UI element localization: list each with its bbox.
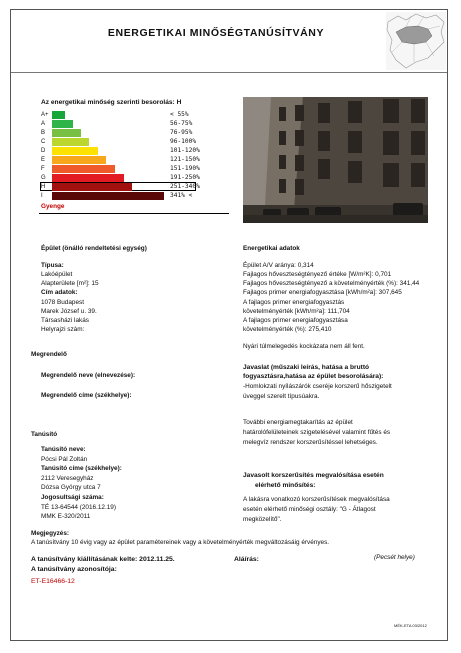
stamp-placeholder: (Pecsét helye) xyxy=(374,554,415,561)
class-bar xyxy=(52,156,106,164)
class-letter: E xyxy=(41,157,46,163)
notes-label: Megjegyzés: xyxy=(31,530,70,537)
class-bar xyxy=(52,129,81,137)
proposal-line: -Homlokzati nyílászárók cseréje korszerű hőszigetelt xyxy=(243,383,392,390)
client-address-label: Megrendelő címe (székhelye): xyxy=(41,392,132,399)
certifier-name: Pócsi Pál Zoltán xyxy=(41,456,88,463)
signature-label: Aláírás: xyxy=(234,556,259,563)
certifier-name-label: Tanúsító neve: xyxy=(41,446,86,453)
building-hrsz: Helyrajzi szám: xyxy=(41,326,85,333)
proposal-heading: Javaslat (műszaki leírás, hatása a bruttó xyxy=(243,364,370,371)
recommended-line: esetén elérhető minőségi osztály: "G - Átlagost xyxy=(243,506,376,513)
energy-heading: Energetikai adatok xyxy=(243,245,300,252)
rating-verdict: Gyenge xyxy=(41,203,65,210)
class-range: 96-100% xyxy=(170,138,197,145)
building-type-label: Típusa: xyxy=(41,262,64,269)
class-bar xyxy=(52,165,115,173)
form-code: MÉK-ETA 03/2012 xyxy=(394,623,427,628)
certificate-page xyxy=(10,9,448,641)
energy-heat-loss: Fajlagos hőveszteségtényező értéke [W/m²K]: 0,701 xyxy=(243,271,392,278)
certifier-heading: Tanúsító xyxy=(31,431,58,438)
energy-req-line: A fajlagos primer energiafogyasztás xyxy=(243,299,345,306)
class-range: 341% < xyxy=(170,192,193,199)
class-letter: D xyxy=(41,148,46,154)
class-bar xyxy=(52,120,73,128)
class-bar xyxy=(52,147,98,155)
proposal-heading: fogyasztásra,hatása az épület besorolására): xyxy=(243,373,384,380)
certifier-reg-line: MMK E-320/2011 xyxy=(41,513,91,520)
energy-pct-line: követelményérték (%): 275,410 xyxy=(243,326,332,333)
energy-summer: Nyári túlmelegedés kockázata nem áll fent. xyxy=(243,343,365,350)
rating-heading: Az energetikai minőség szerinti besorolás: H xyxy=(41,99,182,106)
proposal-line: üveggel szerelt típusúakra. xyxy=(243,393,320,400)
recommended-line: A lakásra vonatkozó korszerűsítések megvalósítása xyxy=(243,496,390,503)
class-range: 101-120% xyxy=(170,147,200,154)
building-photo xyxy=(243,97,428,223)
class-bar xyxy=(52,174,124,182)
class-letter: H xyxy=(41,184,46,190)
class-letter: G xyxy=(41,175,46,181)
energy-heat-loss-req: Fajlagos hőveszteségtényező a követelményérték (%): 341,44 xyxy=(243,280,420,287)
building-address-label: Cím adatok: xyxy=(41,289,78,296)
client-heading: Megrendelő xyxy=(31,351,67,358)
energy-pct-line: A fajlagos primer energiafogyasztása xyxy=(243,317,348,324)
class-range: 191-250% xyxy=(170,174,200,181)
recommended-heading: Javasolt korszerűsítés megvalósítása esetén xyxy=(243,472,384,479)
class-letter: F xyxy=(41,166,45,172)
recommended-heading: elérhető minősítés: xyxy=(255,482,316,489)
proposal-line: határolófelületeinek szigetelésével valamint fűtés és xyxy=(243,429,391,436)
header xyxy=(11,10,447,73)
class-range: 121-150% xyxy=(170,156,200,163)
divider xyxy=(39,213,229,214)
building-type-value: Lakóépület xyxy=(41,271,73,278)
notes-text: A tanúsítvány 10 évig vagy az épület paramétereinek vagy a követelményérték megváltozásáig érvényes. xyxy=(31,539,330,546)
class-range: 76-95% xyxy=(170,129,193,136)
building-area: Alapterülete [m²]: 15 xyxy=(41,280,99,287)
recommended-line: megközelítő". xyxy=(243,516,282,523)
energy-primary: Fajlagos primer energiafogyasztása [kWh/m²a]: 307,645 xyxy=(243,289,402,296)
building-address-line: Társasházi lakás xyxy=(41,317,89,324)
class-range: < 55% xyxy=(170,111,189,118)
certifier-reg-label: Jogosultsági száma: xyxy=(41,494,104,501)
class-letter: A+ xyxy=(41,112,49,118)
client-name-label: Megrendelő neve (elnevezése): xyxy=(41,372,136,379)
class-letter: B xyxy=(41,130,46,136)
energy-av: Épület A/V aránya: 0,314 xyxy=(243,262,314,269)
hungary-map-icon xyxy=(386,12,446,70)
energy-req-line: követelményérték [kWh/m²a]: 111,704 xyxy=(243,308,350,315)
proposal-line: További energiamegtakarítás az épület xyxy=(243,419,353,426)
class-letter: I xyxy=(41,193,43,199)
class-bar xyxy=(52,192,164,200)
class-range: 251-340% xyxy=(170,183,200,190)
building-address-line: 1078 Budapest xyxy=(41,299,84,306)
class-bar xyxy=(52,183,132,191)
certificate-id-label: A tanúsítvány azonosítója: xyxy=(31,566,117,573)
class-letter: C xyxy=(41,139,46,145)
class-bar xyxy=(52,111,65,119)
certifier-reg-line: TÉ 13-64544 (2016.12.19) xyxy=(41,504,116,511)
certifier-address-line: 2112 Veresegyház xyxy=(41,475,94,482)
class-letter: A xyxy=(41,121,46,127)
building-heading: Épület (önálló rendeltetési egység) xyxy=(41,245,147,252)
issue-date: A tanúsítvány kiállításának kelte: 2012.11.25. xyxy=(31,556,175,563)
class-range: 56-75% xyxy=(170,120,193,127)
class-range: 151-190% xyxy=(170,165,200,172)
certifier-address-label: Tanúsító címe (székhelye): xyxy=(41,465,122,472)
building-address-line: Marek József u. 39. xyxy=(41,308,97,315)
certificate-id: ET-E16466-12 xyxy=(31,578,75,585)
certifier-address-line: Dózsa György utca 7 xyxy=(41,484,101,491)
page-title: ENERGETIKAI MINŐSÉGTANÚSÍTVÁNY xyxy=(107,27,325,39)
proposal-line: melegvíz rendszer korszerűsítéssel lehetséges. xyxy=(243,439,378,446)
class-bar xyxy=(52,138,89,146)
